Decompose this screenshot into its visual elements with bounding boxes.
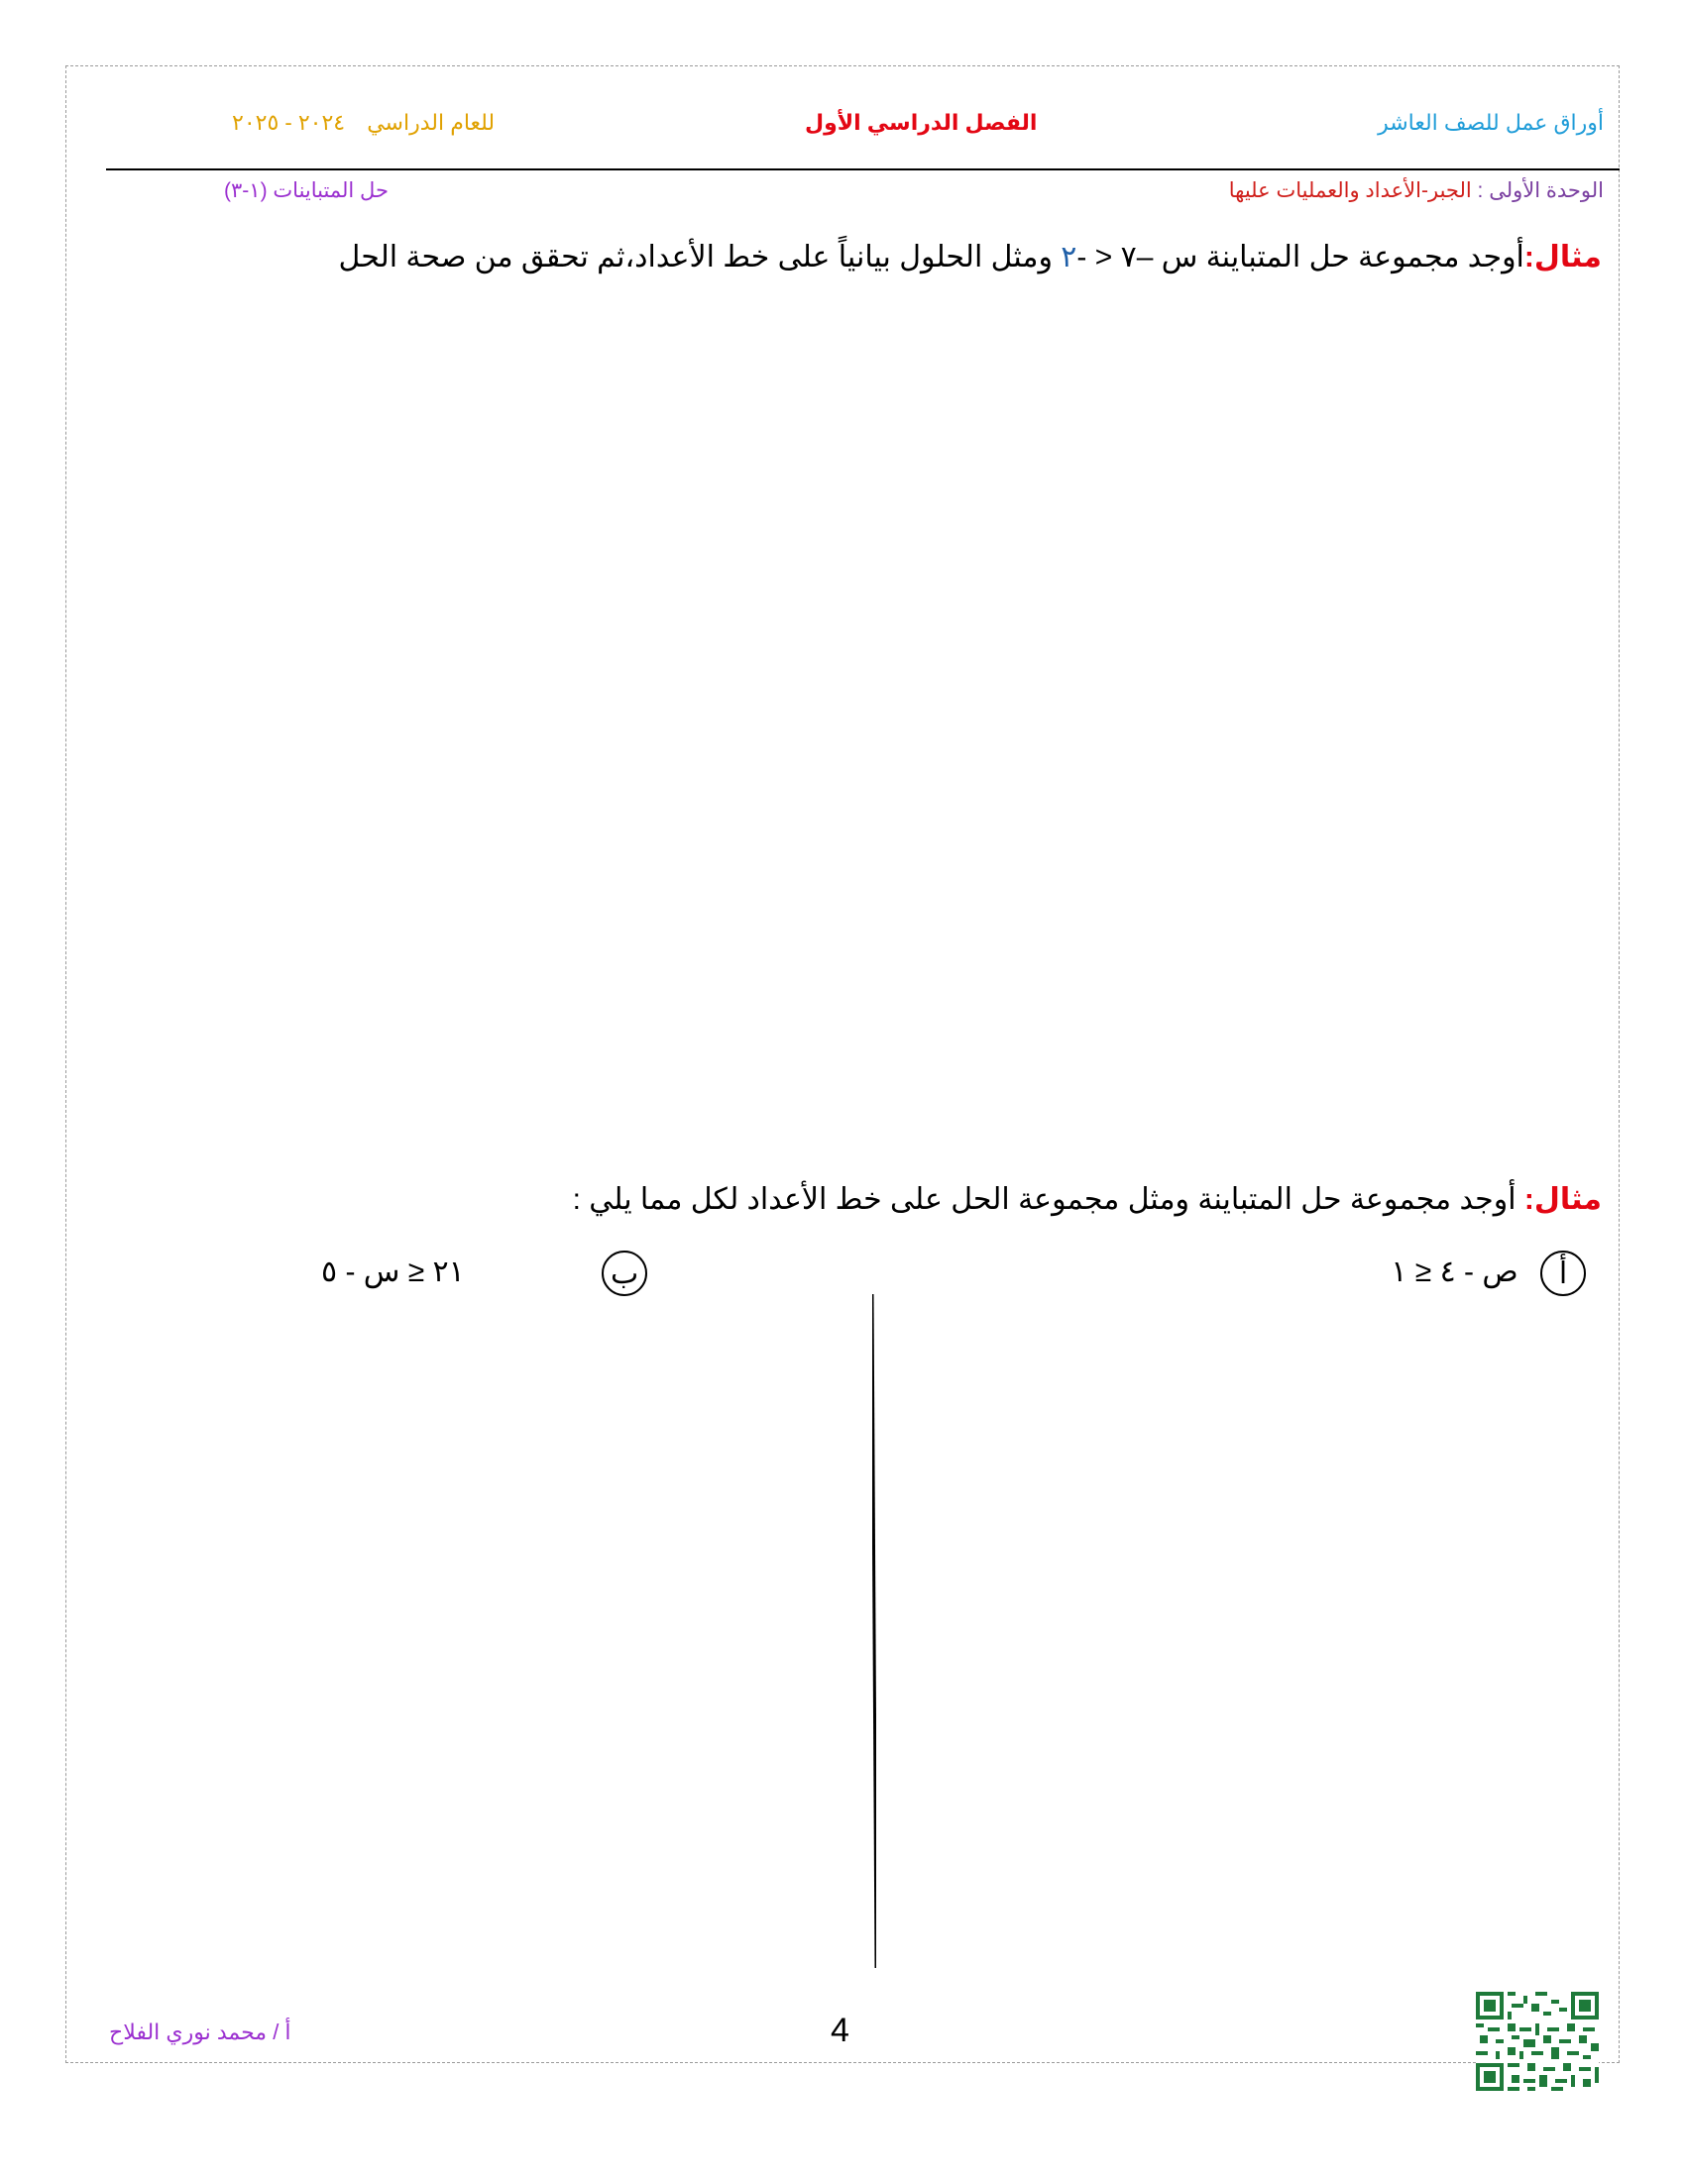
unit-prefix: الوحدة الأولى : [1477,179,1604,202]
part-b [321,1251,647,1296]
part-a-badge: أ [1540,1251,1586,1296]
example-1-number: ٢ [1061,241,1077,273]
part-a [1391,1251,1586,1296]
example-1-text-end: ومثل الحلول بيانياً على خط الأعداد،ثم تحقق من صحة الحل [338,241,1062,273]
column-divider [872,1294,876,1968]
semester-title: الفصل الدراسي الأول [805,110,1038,135]
lesson-heading [224,178,389,203]
header-rule [106,168,1620,170]
part-b-expression: ١٢ ≤ س - ٥ [321,1255,465,1288]
example-2 [573,1182,1602,1217]
unit-title: الجبر-الأعداد والعمليات عليها [1228,179,1472,202]
year-value: ٢٠٢٤ - ٢٠٢٥ [232,110,346,135]
qr-code-icon [1476,1992,1599,2091]
example-2-text: أوجد مجموعة حل المتباينة ومثل مجموعة الحل على خط الأعداد لكل مما يلي : [572,1183,1524,1216]
part-a-expression: ص - ٤ ≤ ١ [1391,1255,1518,1288]
year-label: للعام الدراسي [367,110,496,135]
page-border [65,65,1620,2063]
author-name: أ / محمد نوري الفلاح [109,2020,291,2044]
worksheet-title: أوراق عمل للصف العاشر [1378,110,1604,135]
unit-heading [1229,178,1604,203]
example-1 [339,240,1603,274]
lesson-number: (١-٣) [224,179,268,202]
lesson-title: حل المتباينات [273,179,389,202]
example-1-text: أوجد مجموعة حل المتباينة س –٧ < - [1076,241,1524,273]
page-number: 4 [831,2012,849,2049]
example-2-label: مثال: [1523,1183,1602,1216]
part-b-badge: ب [602,1251,647,1296]
example-1-label: مثال: [1523,241,1602,273]
academic-year [232,110,495,136]
